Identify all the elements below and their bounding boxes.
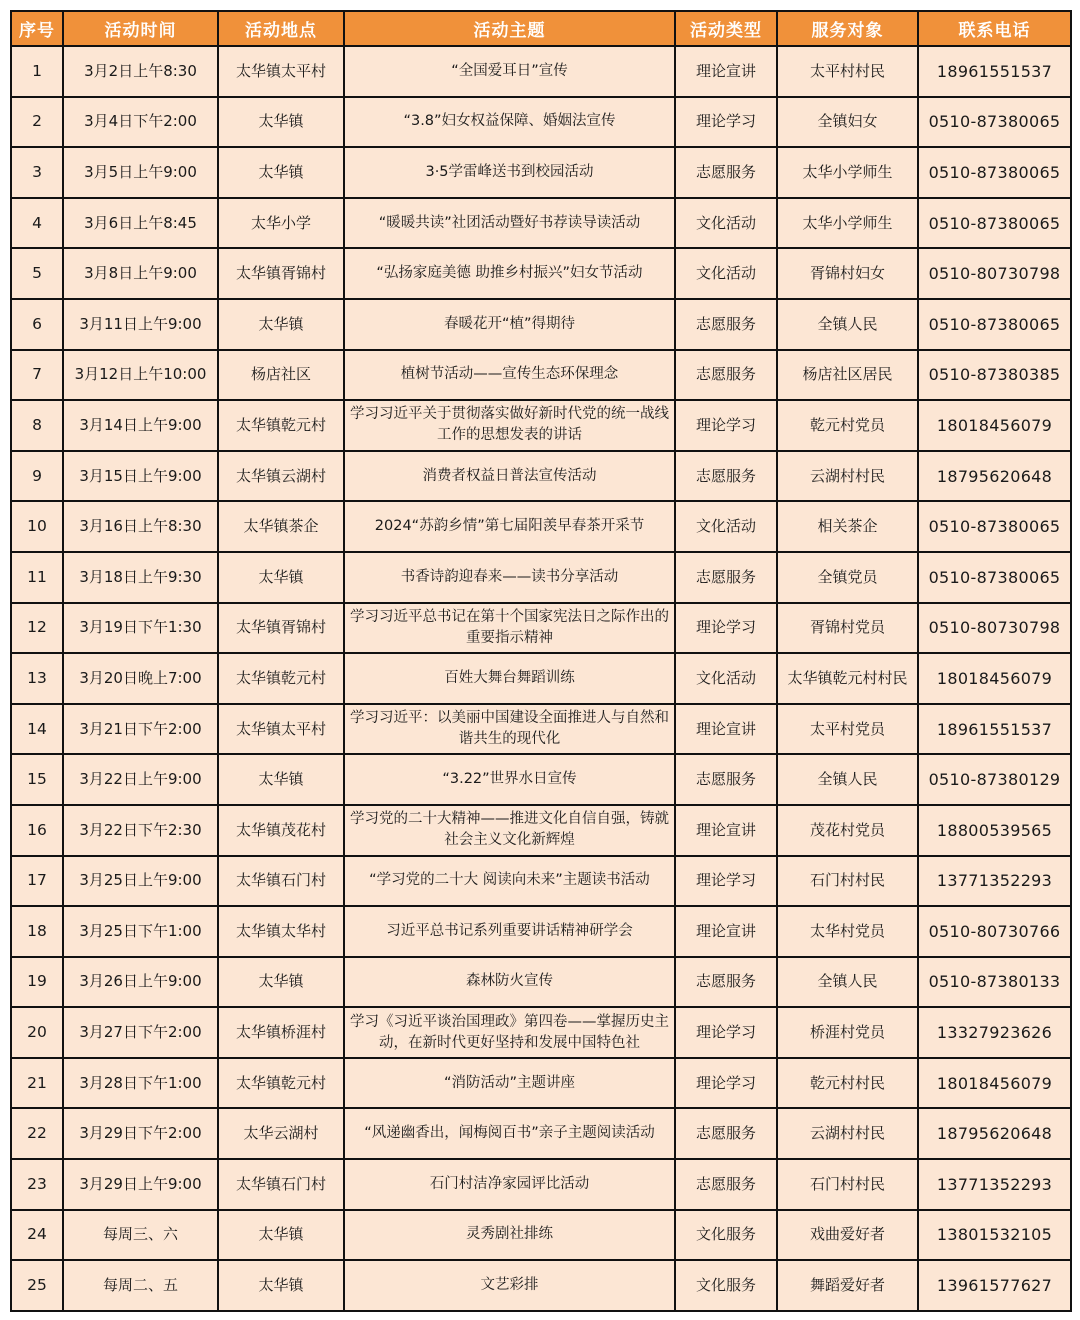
header-type: 活动类型 xyxy=(675,11,777,46)
cell-type: 志愿服务 xyxy=(675,957,777,1008)
cell-location: 太华镇乾元村 xyxy=(218,653,344,704)
cell-theme: 学习习近平关于贯彻落实做好新时代党的统一战线工作的思想发表的讲话 xyxy=(344,400,675,451)
cell-theme: 石门村洁净家园评比活动 xyxy=(344,1159,675,1210)
cell-type: 文化活动 xyxy=(675,198,777,249)
table-body xyxy=(11,46,1071,1311)
table-row xyxy=(11,147,1071,198)
cell-audience: 云湖村村民 xyxy=(777,451,918,502)
cell-audience: 乾元村党员 xyxy=(777,400,918,451)
cell-time: 3月22日下午2:30 xyxy=(63,805,218,856)
cell-type: 理论学习 xyxy=(675,856,777,907)
cell-audience: 全镇人民 xyxy=(777,754,918,805)
table-row xyxy=(11,704,1071,755)
cell-theme: 书香诗韵迎春来——读书分享活动 xyxy=(344,552,675,603)
cell-phone: 0510-80730798 xyxy=(918,248,1071,299)
cell-theme: 2024“苏韵乡情”第七届阳羡早春茶开采节 xyxy=(344,501,675,552)
cell-audience: 太华小学师生 xyxy=(777,198,918,249)
cell-type: 志愿服务 xyxy=(675,147,777,198)
cell-location: 太华镇 xyxy=(218,1260,344,1311)
cell-index: 21 xyxy=(11,1058,63,1109)
cell-type: 志愿服务 xyxy=(675,451,777,502)
cell-location: 太华镇 xyxy=(218,957,344,1008)
cell-phone: 0510-87380065 xyxy=(918,299,1071,350)
cell-location: 太华镇桥涯村 xyxy=(218,1007,344,1058)
cell-index: 24 xyxy=(11,1210,63,1261)
cell-type: 志愿服务 xyxy=(675,350,777,401)
cell-audience: 太华镇乾元村村民 xyxy=(777,653,918,704)
table-row xyxy=(11,400,1071,451)
cell-time: 3月14日上午9:00 xyxy=(63,400,218,451)
cell-time: 3月15日上午9:00 xyxy=(63,451,218,502)
cell-location: 太华镇石门村 xyxy=(218,1159,344,1210)
cell-location: 太华镇 xyxy=(218,754,344,805)
cell-theme: 学习习近平总书记在第十个国家宪法日之际作出的重要指示精神 xyxy=(344,603,675,654)
table-row xyxy=(11,957,1071,1008)
cell-phone: 18018456079 xyxy=(918,1058,1071,1109)
table-row xyxy=(11,603,1071,654)
cell-audience: 太平村党员 xyxy=(777,704,918,755)
cell-phone: 18795620648 xyxy=(918,451,1071,502)
table-row xyxy=(11,754,1071,805)
cell-phone: 13801532105 xyxy=(918,1210,1071,1261)
table-row xyxy=(11,653,1071,704)
cell-audience: 云湖村村民 xyxy=(777,1108,918,1159)
cell-location: 太华镇 xyxy=(218,97,344,148)
cell-audience: 乾元村村民 xyxy=(777,1058,918,1109)
cell-theme: “学习党的二十大 阅读向未来”主题读书活动 xyxy=(344,856,675,907)
cell-type: 理论学习 xyxy=(675,603,777,654)
header-location: 活动地点 xyxy=(218,11,344,46)
cell-theme: 森林防火宣传 xyxy=(344,957,675,1008)
cell-type: 文化服务 xyxy=(675,1260,777,1311)
table-row xyxy=(11,451,1071,502)
activity-schedule-sheet xyxy=(10,10,1070,1312)
activity-schedule-table xyxy=(10,10,1072,1312)
cell-index: 12 xyxy=(11,603,63,654)
cell-location: 太华镇云湖村 xyxy=(218,451,344,502)
cell-type: 理论学习 xyxy=(675,97,777,148)
cell-theme: “弘扬家庭美德 助推乡村振兴”妇女节活动 xyxy=(344,248,675,299)
cell-type: 文化活动 xyxy=(675,501,777,552)
cell-phone: 0510-87380065 xyxy=(918,147,1071,198)
cell-location: 太华云湖村 xyxy=(218,1108,344,1159)
cell-audience: 胥锦村妇女 xyxy=(777,248,918,299)
header-time: 活动时间 xyxy=(63,11,218,46)
cell-phone: 18795620648 xyxy=(918,1108,1071,1159)
table-row xyxy=(11,1159,1071,1210)
cell-index: 3 xyxy=(11,147,63,198)
cell-time: 每周二、五 xyxy=(63,1260,218,1311)
cell-phone: 18961551537 xyxy=(918,704,1071,755)
cell-index: 23 xyxy=(11,1159,63,1210)
cell-type: 志愿服务 xyxy=(675,552,777,603)
cell-time: 3月28日下午1:00 xyxy=(63,1058,218,1109)
header-theme: 活动主题 xyxy=(344,11,675,46)
cell-time: 3月20日晚上7:00 xyxy=(63,653,218,704)
cell-type: 理论学习 xyxy=(675,1058,777,1109)
cell-theme: 学习党的二十大精神——推进文化自信自强，铸就社会主义文化新辉煌 xyxy=(344,805,675,856)
cell-phone: 13771352293 xyxy=(918,1159,1071,1210)
header-index: 序号 xyxy=(11,11,63,46)
cell-audience: 全镇人民 xyxy=(777,299,918,350)
cell-audience: 戏曲爱好者 xyxy=(777,1210,918,1261)
cell-theme: “全国爱耳日”宣传 xyxy=(344,46,675,97)
cell-theme: 消费者权益日普法宣传活动 xyxy=(344,451,675,502)
cell-audience: 桥涯村党员 xyxy=(777,1007,918,1058)
cell-audience: 太平村村民 xyxy=(777,46,918,97)
table-row xyxy=(11,1108,1071,1159)
cell-theme: “3.8”妇女权益保障、婚姻法宣传 xyxy=(344,97,675,148)
cell-index: 11 xyxy=(11,552,63,603)
cell-index: 15 xyxy=(11,754,63,805)
cell-phone: 0510-87380065 xyxy=(918,501,1071,552)
cell-location: 太华镇茶企 xyxy=(218,501,344,552)
cell-index: 17 xyxy=(11,856,63,907)
cell-time: 3月27日下午2:00 xyxy=(63,1007,218,1058)
cell-location: 太华镇乾元村 xyxy=(218,400,344,451)
cell-index: 8 xyxy=(11,400,63,451)
cell-location: 太华镇 xyxy=(218,552,344,603)
cell-time: 3月22日上午9:00 xyxy=(63,754,218,805)
cell-theme: “3.22”世界水日宣传 xyxy=(344,754,675,805)
cell-audience: 全镇妇女 xyxy=(777,97,918,148)
cell-index: 5 xyxy=(11,248,63,299)
cell-type: 志愿服务 xyxy=(675,754,777,805)
cell-location: 太华镇茂花村 xyxy=(218,805,344,856)
cell-time: 3月16日上午8:30 xyxy=(63,501,218,552)
cell-theme: “暖暖共读”社团活动暨好书荐读导读活动 xyxy=(344,198,675,249)
cell-theme: 3·5学雷峰送书到校园活动 xyxy=(344,147,675,198)
cell-location: 太华镇太华村 xyxy=(218,906,344,957)
table-row xyxy=(11,1210,1071,1261)
cell-location: 杨店社区 xyxy=(218,350,344,401)
cell-time: 3月29日上午9:00 xyxy=(63,1159,218,1210)
cell-theme: 春暖花开“植”得期待 xyxy=(344,299,675,350)
cell-location: 太华镇 xyxy=(218,1210,344,1261)
cell-location: 太华镇胥锦村 xyxy=(218,248,344,299)
cell-time: 3月29日下午2:00 xyxy=(63,1108,218,1159)
cell-audience: 胥锦村党员 xyxy=(777,603,918,654)
cell-time: 3月2日上午8:30 xyxy=(63,46,218,97)
cell-time: 3月25日上午9:00 xyxy=(63,856,218,907)
cell-index: 9 xyxy=(11,451,63,502)
cell-time: 3月21日下午2:00 xyxy=(63,704,218,755)
table-row xyxy=(11,856,1071,907)
cell-audience: 石门村村民 xyxy=(777,856,918,907)
cell-phone: 18018456079 xyxy=(918,653,1071,704)
cell-audience: 杨店社区居民 xyxy=(777,350,918,401)
cell-type: 文化服务 xyxy=(675,1210,777,1261)
table-row xyxy=(11,299,1071,350)
cell-type: 理论学习 xyxy=(675,400,777,451)
cell-index: 13 xyxy=(11,653,63,704)
cell-location: 太华镇胥锦村 xyxy=(218,603,344,654)
cell-index: 10 xyxy=(11,501,63,552)
cell-time: 每周三、六 xyxy=(63,1210,218,1261)
cell-phone: 0510-87380065 xyxy=(918,198,1071,249)
cell-theme: 灵秀剧社排练 xyxy=(344,1210,675,1261)
table-row xyxy=(11,46,1071,97)
table-row xyxy=(11,1007,1071,1058)
cell-phone: 0510-87380065 xyxy=(918,552,1071,603)
cell-location: 太华镇乾元村 xyxy=(218,1058,344,1109)
cell-phone: 13771352293 xyxy=(918,856,1071,907)
cell-phone: 0510-87380133 xyxy=(918,957,1071,1008)
cell-theme: 习近平总书记系列重要讲话精神研学会 xyxy=(344,906,675,957)
cell-audience: 石门村村民 xyxy=(777,1159,918,1210)
cell-audience: 茂花村党员 xyxy=(777,805,918,856)
cell-phone: 0510-87380385 xyxy=(918,350,1071,401)
cell-index: 25 xyxy=(11,1260,63,1311)
table-row xyxy=(11,805,1071,856)
cell-audience: 全镇党员 xyxy=(777,552,918,603)
cell-theme: 植树节活动——宣传生态环保理念 xyxy=(344,350,675,401)
cell-index: 22 xyxy=(11,1108,63,1159)
cell-audience: 相关茶企 xyxy=(777,501,918,552)
header-audience: 服务对象 xyxy=(777,11,918,46)
cell-index: 20 xyxy=(11,1007,63,1058)
cell-phone: 18800539565 xyxy=(918,805,1071,856)
cell-phone: 0510-87380129 xyxy=(918,754,1071,805)
cell-theme: 学习习近平：以美丽中国建设全面推进人与自然和谐共生的现代化 xyxy=(344,704,675,755)
table-row xyxy=(11,1058,1071,1109)
cell-audience: 全镇人民 xyxy=(777,957,918,1008)
cell-theme: 文艺彩排 xyxy=(344,1260,675,1311)
table-row xyxy=(11,97,1071,148)
cell-theme: “消防活动”主题讲座 xyxy=(344,1058,675,1109)
cell-time: 3月4日下午2:00 xyxy=(63,97,218,148)
header-phone: 联系电话 xyxy=(918,11,1071,46)
cell-type: 理论宣讲 xyxy=(675,46,777,97)
table-row xyxy=(11,906,1071,957)
cell-location: 太华镇太平村 xyxy=(218,46,344,97)
cell-index: 7 xyxy=(11,350,63,401)
cell-audience: 太华村党员 xyxy=(777,906,918,957)
cell-type: 文化活动 xyxy=(675,248,777,299)
cell-phone: 13961577627 xyxy=(918,1260,1071,1311)
cell-index: 2 xyxy=(11,97,63,148)
cell-index: 1 xyxy=(11,46,63,97)
cell-phone: 0510-80730798 xyxy=(918,603,1071,654)
cell-phone: 13327923626 xyxy=(918,1007,1071,1058)
cell-time: 3月12日上午10:00 xyxy=(63,350,218,401)
cell-time: 3月26日上午9:00 xyxy=(63,957,218,1008)
table-row xyxy=(11,552,1071,603)
cell-time: 3月8日上午9:00 xyxy=(63,248,218,299)
cell-audience: 舞蹈爱好者 xyxy=(777,1260,918,1311)
cell-time: 3月18日上午9:30 xyxy=(63,552,218,603)
cell-theme: 百姓大舞台舞蹈训练 xyxy=(344,653,675,704)
table-row xyxy=(11,198,1071,249)
cell-type: 理论宣讲 xyxy=(675,805,777,856)
cell-time: 3月19日下午1:30 xyxy=(63,603,218,654)
cell-index: 19 xyxy=(11,957,63,1008)
cell-location: 太华镇太平村 xyxy=(218,704,344,755)
table-row xyxy=(11,501,1071,552)
cell-phone: 0510-80730766 xyxy=(918,906,1071,957)
cell-time: 3月5日上午9:00 xyxy=(63,147,218,198)
cell-phone: 18961551537 xyxy=(918,46,1071,97)
cell-type: 志愿服务 xyxy=(675,1108,777,1159)
cell-type: 理论宣讲 xyxy=(675,906,777,957)
cell-index: 6 xyxy=(11,299,63,350)
table-row xyxy=(11,1260,1071,1311)
cell-location: 太华镇 xyxy=(218,299,344,350)
cell-index: 14 xyxy=(11,704,63,755)
cell-location: 太华小学 xyxy=(218,198,344,249)
cell-theme: “风递幽香出，闻梅阅百书”亲子主题阅读活动 xyxy=(344,1108,675,1159)
cell-phone: 0510-87380065 xyxy=(918,97,1071,148)
cell-index: 16 xyxy=(11,805,63,856)
cell-phone: 18018456079 xyxy=(918,400,1071,451)
table-header-row xyxy=(11,11,1071,46)
cell-time: 3月6日上午8:45 xyxy=(63,198,218,249)
cell-type: 文化活动 xyxy=(675,653,777,704)
table-row xyxy=(11,350,1071,401)
cell-index: 18 xyxy=(11,906,63,957)
cell-type: 志愿服务 xyxy=(675,299,777,350)
cell-audience: 太华小学师生 xyxy=(777,147,918,198)
cell-time: 3月11日上午9:00 xyxy=(63,299,218,350)
cell-theme: 学习《习近平谈治国理政》第四卷——掌握历史主动，在新时代更好坚持和发展中国特色社 xyxy=(344,1007,675,1058)
cell-type: 志愿服务 xyxy=(675,1159,777,1210)
cell-time: 3月25日下午1:00 xyxy=(63,906,218,957)
cell-type: 理论宣讲 xyxy=(675,704,777,755)
cell-index: 4 xyxy=(11,198,63,249)
cell-type: 理论学习 xyxy=(675,1007,777,1058)
cell-location: 太华镇石门村 xyxy=(218,856,344,907)
cell-location: 太华镇 xyxy=(218,147,344,198)
table-row xyxy=(11,248,1071,299)
